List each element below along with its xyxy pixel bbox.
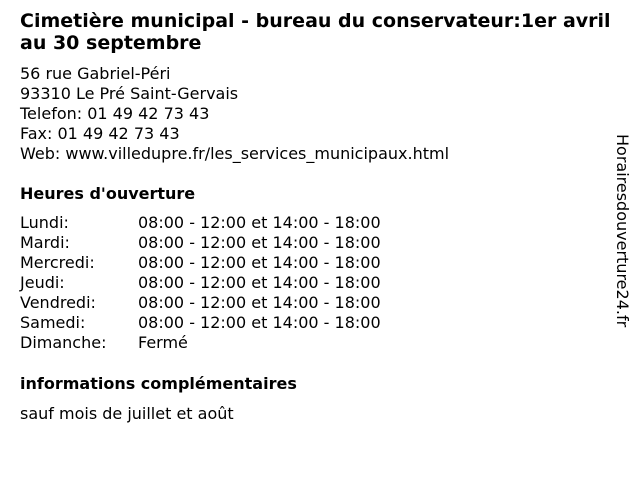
day-label: Jeudi:: [20, 273, 65, 292]
fax-number: Fax: 01 49 42 73 43: [20, 124, 180, 143]
hours-row-sunday: [20, 333, 381, 353]
day-label: Samedi:: [20, 313, 86, 332]
time-range: Fermé: [138, 333, 188, 352]
hours-row-wednesday: [20, 253, 381, 273]
info-heading: informations complémentaires: [20, 374, 297, 393]
info-text: sauf mois de juillet et août: [20, 404, 234, 423]
time-range: 08:00 - 12:00 et 14:00 - 18:00: [138, 293, 381, 312]
time-range: 08:00 - 12:00 et 14:00 - 18:00: [138, 253, 381, 272]
street-address: 56 rue Gabriel-Péri: [20, 64, 171, 83]
day-label: Vendredi:: [20, 293, 96, 312]
hours-row-friday: [20, 293, 381, 313]
time-range: 08:00 - 12:00 et 14:00 - 18:00: [138, 213, 381, 232]
day-label: Lundi:: [20, 213, 69, 232]
page-title: Cimetière municipal - bureau du conservateur:1er avril au 30 septembre: [20, 10, 611, 54]
phone-number[interactable]: Telefon: 01 49 42 73 43: [20, 104, 210, 123]
hours-table: [20, 213, 381, 353]
address-block: [20, 64, 600, 164]
hours-row-thursday: [20, 273, 381, 293]
city-address: 93310 Le Pré Saint-Gervais: [20, 84, 239, 103]
hours-row-tuesday: [20, 233, 381, 253]
time-range: 08:00 - 12:00 et 14:00 - 18:00: [138, 273, 381, 292]
hours-row-saturday: [20, 313, 381, 333]
hours-row-monday: [20, 213, 381, 233]
brand-watermark: Horairesdouverture24.fr: [613, 134, 632, 328]
time-range: 08:00 - 12:00 et 14:00 - 18:00: [138, 233, 381, 252]
day-label: Dimanche:: [20, 333, 107, 352]
time-range: 08:00 - 12:00 et 14:00 - 18:00: [138, 313, 381, 332]
day-label: Mardi:: [20, 233, 70, 252]
website-link[interactable]: Web: www.villedupre.fr/les_services_municipaux.html: [20, 144, 450, 163]
hours-heading: Heures d'ouverture: [20, 184, 196, 203]
day-label: Mercredi:: [20, 253, 95, 272]
